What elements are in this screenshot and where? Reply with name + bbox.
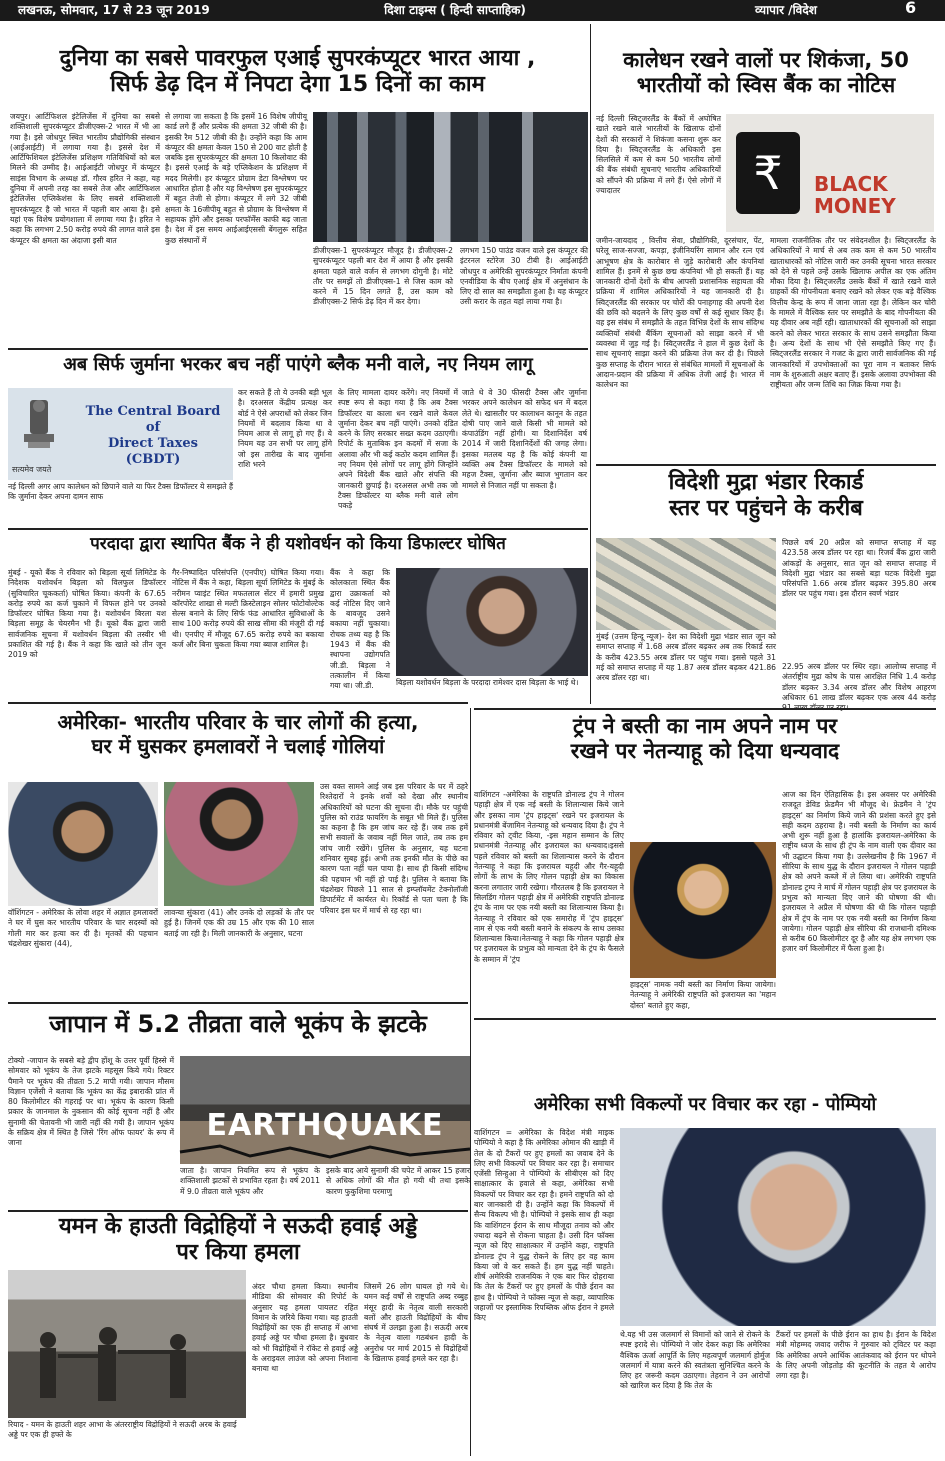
currency-photo	[596, 538, 776, 630]
page-number: 6	[905, 0, 917, 17]
headline-trump-heights: ट्रंप ने बस्ती का नाम अपने नाम पर रखने पर नेतन्याहू को दिया धन्यवाद	[570, 714, 840, 764]
trump-photo	[630, 842, 776, 978]
supercomputer-col-3: डीजीएक्स-1 सुपरकंप्यूटर मौजूद है। डीजीएक्स-2 सुपरकंप्यूटर पहली बार देश में आया है और इसकी क्षमता पहले वाले वर्जन से लगभग दोगुनी है। मोटे तौर पर समझें तो डीजीएक्स-1 से जिस काम को करने में 15 दिन लगते हैं, उस काम को डीजीएक्स-2 सिर्फ डेढ़ दिन में कर देगा।	[313, 246, 453, 307]
headline-iowa: अमेरिका- भारतीय परिवार के चार लोगों की हत्या, घर में घुसकर हमलावरों ने चलाई गोलियां	[57, 710, 419, 758]
divider	[8, 348, 588, 350]
yemen-col-1: अंदर चौथा हमला किया। स्थानीय मीडिया की सोमवार की रिपोर्ट के अनुसार यह हमला पायलट रहित विमान के जरिये किया गया। यह हाउती विद्रोहियों का एक ही सप्ताह में आभा हवाई अड्डे पर चौथा हमला है। बुधवार को भी विद्रोहियों ने रॉकेट से हवाई अड्डे के अराइवल लाउंज को अपना निशाना बनाया था	[252, 1282, 358, 1374]
rupee-icon: ₹	[736, 132, 800, 214]
yemen-photo	[8, 1270, 246, 1418]
headline-forex: विदेशी मुद्रा भंडार रिकार्ड स्तर पर पहुंचने के करीब	[668, 470, 864, 522]
yemen-col-2: जिसमें 26 लोग घायल हो गये थे। यमन कई वर्षों से राष्ट्रपति अब्द रब्बुह मंसूर हादी के नेतृत्व वाली सरकारी बलों और हाउती विद्रोहियों के बीच संघर्ष में उलझा हुआ है। सऊदी अरब के नेतृत्व वाला गठबंधन हादी के अनुरोध पर मार्च 2015 से विद्रोहियों के खिलाफ हवाई हमले कर रहा है।	[364, 1282, 468, 1364]
cbdt-logo-line-2: of	[145, 420, 161, 435]
emblem-motto: सत्यमेव जयते	[12, 465, 52, 474]
supercomputer-col-2: से लगाया जा सकता है कि इसमें 16 विशेष जीपीयू कार्ड लगे हैं और प्रत्येक की क्षमता 32 जीबी की है। इसकी रैम 512 जीबी की है। उन्होंने कहा कि आम कंप्यूटर की क्षमता केवल 150 से 200 वाट होती है जबकि इस सुपरकंप्यूटर की क्षमता 10 किलोवाट की है। इससे एआई के बड़े एप्लिकेशन के प्रशिक्षण में मदद मिलेगी। हर कंप्यूटर प्रोग्राम डेटा विश्लेषण पर आधारित होता है और यह विश्लेषण इस सुपरकंप्यूटर में बहुत तेजी से होगा। कंप्यूटर में लगे 32 जीबी क्षमता के 16जीपीयू बहुत से प्रोग्राम के विश्लेषण में सहायक होंगे और इसका परफॉर्मेंस काफी बढ़ जाता है। देश में इस समय आईआईएससी बेंगलुरू सहित कुछ संस्थानों में	[165, 112, 308, 245]
supercomputer-photo	[313, 112, 588, 242]
cbdt-logo	[8, 388, 233, 480]
dateline: लखनऊ, सोमवार, 17 से 23 जून 2019	[18, 3, 210, 17]
earthquake-col-2: जाता है। जापान नियमित रूप से भूकंप के शक्तिशाली झटकों से प्रभावित रहता है। वर्ष 2011 में 9.0 तीव्रता वाले भूकंप और	[180, 1166, 320, 1196]
headline-pompeo: अमेरिका सभी विकल्पों पर विचार कर रहा - पोम्पियो	[533, 1094, 877, 1115]
black-money-text-1: BLACK	[814, 172, 888, 196]
swiss-col-1a: नई दिल्ली स्विट्जरलैंड के बैंकों में अघोषित खाते रखने वाले भारतीयों के खिलाफ दोनों देशों की सरकारों ने शिकंजा कसना शुरू कर दिया है। स्विट्जरलैंड के अधिकारी इस सिलसिले में कम से कम 50 भारतीय लोगों की बैंक संबंधी सूचनाएं भारतीय अधिकारियों को सौंपने की प्रक्रिया में लगे हैं। ऐसे लोगों में ज्यादातर	[596, 114, 721, 196]
iowa-caption-2: लावन्या सुंकारा (41) और उनके दो लड़कों के तौर पर हुई है। जिनमें एक की उम्र 15 और एक की 10 साल बताई जा रही है। मिली जानकारी के अनुसार, घटना	[164, 908, 314, 938]
cbdt-col-3: जाते थे वे 30 फीसदी टैक्स और जुर्माना भरकर अपने कालेधन को सफेद धन में बदल लेते थे। खासतौर पर कालाधन कानून के तहत दोषी पाए जाने वाले किसी भी मामले को कंपाउंडिंग नहीं होगी। या दिशानिर्देश वर्ष 2014 में जारी दिशानिर्देशों की जगह लेगा। इसका मतलब यह है कि कोई कंपनी या व्यक्ति अब टैक्स डिफॉल्टर के मामले को महज टैक्स, जुर्माना और ब्याज भुगतान कर मामले से निजात नहीं पा सकता है।	[462, 388, 587, 490]
victim-photo-2	[164, 782, 314, 906]
cbdt-caption: नई दिल्ली अगर आप कालेधन को छिपाने वाले या फिर टैक्स डिफॉल्टर ये समझते हैं कि जुर्माना देकर अपना दामन साफ	[8, 482, 233, 502]
yemen-caption: रियाद - यमन के हाउती शहर आभा के अंतरराष्ट्रीय विद्रोहियों ने सऊदी अरब के हवाई अड्डे पर एक ही हफ्ते के	[8, 1420, 237, 1439]
cbdt-col-2: के लिए मामला दायर करेंगे। नए नियमों में स्पष्ट रूप से कहा गया है कि अब टैक्स डिफॉल्टर या काला धन रखने वाले केवल जुर्माना देकर बच नहीं पाएंगे। उनको दंडित करने के लिए सरकार सख्त कदम उठाएगी। रिपोर्ट के मुताबिक इन कदमों में सजा के अलावा और भी कई कठोर कदम शामिल हैं। नए नियम ऐसे लोगों पर लागू होंगे जिन्होंने अपने विदेशी बैंक खाते और संपत्ति की जानकारी छुपाई है। दरअसल अभी तक जो टैक्स डिफॉल्टर या ब्लैक मनी वाले लोग पकड़े	[338, 388, 458, 511]
divider	[596, 464, 936, 466]
headline-supercomputer: दुनिया का सबसे पावरफुल एआई सुपरकंप्यूटर भारत आया , सिर्फ डेढ़ दिन में निपटा देगा 15 दिनों का काम	[59, 46, 536, 98]
birla-col-3: बैंक ने कहा कि कोलकाता स्थित बैंक द्वारा उक्राकर्ता को कई नोटिस दिए जाने के बावजूद उसने बकाया नहीं चुकाया। रोचक तथ्य यह है कि 1943 में बैंक की स्थापना उद्योगपति जी.डी. बिड़ला ने तत्कालीन में किया गया था। जी.डी.	[330, 568, 390, 691]
divider	[474, 1018, 936, 1020]
forex-col-3: 22.95 अरब डॉलर पर स्थिर रहा। आलोच्य सप्ताह में अंतर्राष्ट्रीय मुद्रा कोष के पास आरक्षित निधि 1.4 करोड़ डॉलर बढ़कर 3.34 अरब डॉलर और विशेष आहरण अधिकार 61 लाख डॉलर बढ़कर एक अरब 44 करोड़	[782, 662, 936, 702]
swiss-col-1b: जमीन-जायदाद , वित्तीय सेवा, प्रौद्योगिकी, दूरसंचार, पेंट, घरेलू साज-सज्जा, कपड़ा, इंजीनियरिंग सामान और रत्न एवं आभूषण क्षेत्र के कारोबार से जुड़े कारोबारी और कंपनियां शामिल हैं। इनमें से कुछ छद्म कंपनियां भी हो सकती हैं। यह जानकारी दोनों देशों के बीच आपसी प्रशासनिक सहायता की प्रक्रिया में शामिल अधिकारियों ने यह जानकारी दी है। स्विट्जरलैंड की सरकार पर चोरों की पनाहगाह की अपनी देश की छवि को बदलने के लिए कुछ वर्षों से कई सुधार किए हैं। वह इस संबंध में समझौते के तहत विभिन्न देशों के साथ संदिग्ध व्यक्तियों संबंधी बैंकिंग सूचनाओं को साझा करने में भी व्यवस्था में जुड़ गई है। स्विट्जरलैंड ने हाल में कुछ देशों के साथ सूचनाएं साझा करने की प्रक्रिया तेज कर दी है। पिछले कुछ सप्ताह के दौरान भारत से संबंधित मामलों में सूचनाओं के आदान-प्रदान की प्रक्रिया में अधिक तेजी आई है। भारत में कालेधन का	[596, 236, 764, 390]
pompeo-col-3: टैंकरों पर हमलों के पीछे ईरान का हाथ है। ईरान के विदेश मंत्री मोहम्मद जवाद जरीफ ने गुरुवार को ट्विटर पर कहा कि अमेरिका अपने आर्थिक आतंकवाद को ईरान पर थोपने के लिए अपनी जोड़तोड़ की कूटनीति के तहत ये आरोप लगा रहा है।	[776, 1330, 936, 1381]
column-divider	[470, 708, 471, 1456]
column-divider	[590, 24, 591, 704]
headline-earthquake: जापान में 5.2 तीव्रता वाले भूकंप के झटके	[49, 1010, 427, 1038]
birla-col-1: मुंबई - यूको बैंक ने रविवार को बिड़ला सूर्या लिमिटेड के निदेशक यशोवर्धन बिड़ला को विलफुल डिफॉल्टर (सुविचारित चूककर्ता) घोषित किया। कंपनी के 67.65 करोड़ रुपये का कर्ज चुकाने में विफल होने पर उनको डिफॉल्टर घोषित किया गया है। यशोवर्धन बिरला यश बिड़ला समूह के चेयरमैन भी हैं। यूको बैंक द्वारा जारी सार्वजनिक सूचना में यशोवर्धन बिड़ला की तस्वीर भी प्रकाशित की गई है। बैंक ने कहा कि खाते को तीन जून 2019 को	[8, 568, 166, 660]
black-money-text-2: MONEY	[814, 194, 896, 218]
cbdt-logo-line-4: (CBDT)	[125, 452, 181, 467]
divider	[8, 1002, 468, 1004]
birla-col-2: गैर-निष्पादित परिसंपत्ति (एनपीए) घोषित किया गया। नोटिस में बैंक ने कहा, बिड़ला सूर्या लिमिटेड के मुंबई के नरीमन प्वाइंट स्थित मफतलाल सेंटर में हमारी प्रमुख कॉरपोरेट शाखा से मल्टी क्रिस्टेलाइन सोलर फोटोवोल्टेक सेल्स बनाने के लिए सिर्फ फंड आधारित सुविधाओं के साथ 100 करोड़ रुपये की साख सीमा की मंजूरी दी गई थी। एनपीए में मौजूद 67.65 करोड़ रुपये का बकाया कर्ज और बिना चुकता किया गया ब्याज शामिल है।	[172, 568, 324, 650]
headline-yemen: यमन के हाउती विद्रोहियों ने सऊदी हवाई अड्डे पर किया हमला	[58, 1214, 418, 1266]
cbdt-logo-line-1: The Central Board	[85, 404, 221, 419]
earthquake-image	[180, 1056, 470, 1164]
divider	[8, 702, 468, 704]
trump-col-1: वाशिंगटन -अमेरिका के राष्ट्रपति डोनाल्ड ट्रंप ने गोलन पहाड़ी क्षेत्र में एक नई बस्ती के शिलान्यास किये जाने और इसका नाम 'ट्रंप हाइट्स' रखने पर इजरायल के प्रधानमंत्री बेंजामिन नेतन्याहू को धन्यवाद दिया है। ट्रंप ने रविवार को ट्वीट किया, -इस महान सम्मान के लिए प्रधानमंत्री नेतन्याहू और इजरायल का धन्यवाद।इससे पहले रविवार को बस्ती का शिलान्यास करने के दौरान नेतन्याहू ने कहा कि इजरायल यहूदी और गैर-यहूदी लोगों के लाभ के लिए गोलन पहाड़ी क्षेत्र का विकास करना लगातार जारी रखेगा। गौरतलब है कि इजरायल ने सिलडिंग गोलन पहाड़ी क्षेत्र में अमेरिकी राष्ट्रपति डोनाल्ड ट्रंप के नाम पर एक नयी बस्ती का शिलान्यास किया है। नेतन्याहू ने रविवार को एक समारोह में 'ट्रंप हाइट्स' नाम से एक नयी बस्ती बनाने के संकल्प के साथ उसका शिलान्यास किया।नेतन्याहू ने कहा कि गोलन पहाड़ी क्षेत्र पर इजरायल के प्रभुत्व को मान्यता देने के ट्रंप के फैसले के सम्मान में 'ट्रंप	[474, 790, 624, 964]
swiss-col-2: मामला राजनीतिक तौर पर संवेदनशील है। स्विट्जरलैंड के अधिकारियों ने मार्च से अब तक कम से कम 50 भारतीय खाताधारकों को नोटिस जारी कर उनकी सूचना भारत सरकार को देने से पहले उन्हें उसके खिलाफ अपील का एक अंतिम मौका दिया है। स्विट्जरलैंड उसके बैंकों में खाते रखने वाले ग्राहकों की गोपनीयता बनाए रखने को लेकर एक बड़े वैश्विक वित्तीय केन्द्र के रूप में जाना जाता रहा है। लेकिन कर चोरी के मामले में वैश्विक स्तर पर समझौते के बाद गोपनीयता की यह दीवार अब नहीं रही। खाताधारकों की सूचनाओं को साझा करने को लेकर भारत सरकार के साथ उसने समझौता किया है। अन्य देशों के साथ भी ऐसे समझौते किए गए हैं। स्विट्जरलैंड सरकार ने गजट के द्वारा जारी सार्वजनिक की गई जानकारियों में उपभोक्ताओं का पूरा नाम न बताकर सिर्फ नाम के शुरुआती अक्षर बताए हैं। इसके अलावा उपभोक्ता की राष्ट्रीयता और जन्म तिथि का जिक्र किया गया है।	[770, 236, 936, 390]
birla-photo	[396, 568, 588, 676]
headline-cbdt: अब सिर्फ जुर्माना भरकर बच नहीं पाएंगे ब्लैक मनी वाले, नए नियम लागू	[63, 354, 533, 375]
forex-col-1: पिछले वर्ष 20 अप्रैल को समाप्त सप्ताह में यह 423.58 अरब डॉलर पर रहा था। रिजर्व बैंक द्वारा जारी आंकड़ों के अनुसार, सात जून को समाप्त सप्ताह में विदेशी मुद्रा भंडार का सबसे बड़ा घटक विदेशी मुद्रा परिसंपत्ति 1.66 अरब डॉलर बढ़कर 395.80 अरब डॉलर पर पहुंच गया। इस दौरान स्वर्ण भंडार	[782, 538, 936, 599]
supercomputer-col-4: लगभग 150 पाउंड वजन वाले इस कंप्यूटर की इंटरनल स्टोरेज 30 टीबी है। आईआईटी जोधपुर व अमेरिकी सुपरकंप्यूटर निर्माता कंपनी एनवीडिया के बीच एआई क्षेत्र में अनुसंधान के लिए दो साल का समझौता हुआ है। यह कंप्यूटर उसी करार के तहत यहां लाया गया है।	[460, 246, 588, 307]
black-money-image	[726, 114, 934, 232]
earthquake-col-3: इसके बाद आये सुनामी की चपेट में आकर 15 हजार से अधिक लोगों की मौत हो गयी थी तथा इसके कारण फुकुशिमा परमाणु	[326, 1166, 470, 1196]
iowa-caption-1: वॉशिंगटन - अमेरिका के लोवा शहर में अज्ञात हमलावरों ने घर में घुस कर भारतीय परिवार के चार सदस्यों को गोली मार कर हत्या कर दी है। मृतकों की पहचान चंद्रशेखर सुंकारा (44),	[8, 908, 158, 948]
fighters-silhouette-icon	[18, 1310, 238, 1410]
pompeo-photo	[620, 1128, 936, 1326]
pompeo-col-1: वाशिंगटन = अमेरिका के विदेश मंत्री माइक पोम्पियो ने कहा है कि अमेरिका ओमान की खाड़ी में तेल के दो टैंकरों पर हुए हमलों का जवाब देने के लिए सभी विकल्पों पर विचार कर रहा है। समाचार एजेंसी सिन्हुआ ने पोम्पियो के सीबीएस को दिए साक्षात्कार के हवाले से कहा, अमेरिका सभी विकल्पों पर विचार कर रहा है। हमने राष्ट्रपति को दो बार जानकारी दी है। उन्होंने कहा कि विकल्पों में सैन्य विकल्प भी है। पोम्पियो ने इसके साथ ही कहा कि वाशिंगटन ईरान के साथ मौजूदा तनाव को और ज्यादा बढ़ने से रोकना चाहता है। उसी दिन फॉक्स न्यूज को दिए साक्षात्कार में उन्होंने कहा, राष्ट्रपति डोनाल्ड ट्रंप ने युद्ध रोकने के लिए हर वह काम किया जो वे कर सकते हैं। हम युद्ध नहीं चाहते। शीर्ष अमेरिकी राजनयिक ने एक बार फिर दोहराया कि तेल के टैंकरों पर हुए हमलों के पीछे ईरान का हाथ है। पोम्पियो ने फॉक्स न्यूज से कहा, व्यापारिक जहाजों पर इस्लामिक रिपब्लिक ऑफ ईरान ने हमले किए	[474, 1128, 614, 1323]
crack-icon	[180, 1142, 470, 1162]
victim-photo-1	[8, 782, 158, 906]
section-name: व्यापार /विदेश	[755, 3, 817, 17]
paper-name: दिशा टाइम्स ( हिन्दी साप्ताहिक)	[384, 3, 526, 17]
cbdt-logo-line-3: Direct Taxes	[108, 436, 198, 451]
earthquake-col-1: टोक्यो -जापान के सबसे बड़े द्वीप होंशू के उत्तर पूर्वी हिस्से में सोमवार को भूकंप के तेज झटके महसूस किये गये। रिक्टर पैमाने पर भूकंप की तीव्रता 5.2 मापी गयी। जापान मौसम विज्ञान एजेंसी ने बताया कि भूकंप का केंद्र इबाराकी प्रांत में 80 किलोमीटर की गहराई पर था। भूकंप के कारण किसी प्रकार के जानमाल के नुकसान की कोई सूचना नहीं है और सुनामी की चेतावनी भी जारी नहीं की गयी है। जापान भूकंप के सक्रिय क्षेत्र में स्थित है जिसे 'रिंग ऑफ फायर' के रूप में जाना	[8, 1056, 174, 1148]
divider	[8, 528, 588, 530]
headline-birla: परदादा द्वारा स्थापित बैंक ने ही यशोवर्धन को किया डिफाल्टर घोषित	[90, 534, 506, 554]
emblem-icon	[20, 396, 58, 460]
forex-col-2: मुंबई (उत्तम हिन्दू न्यूज)- देश का विदेशी मुद्रा भंडार सात जून को समाप्त सप्ताह में 1.68 अरब डॉलर बढ़कर अब तक रिकार्ड स्तर के करीब 423.55 अरब डॉलर पर पहुंच गया। इससे पहले 31 मई को समाप्त सप्ताह में यह 1.87 अरब डॉलर बढ़कर 421.86 अरब डॉलर रहा था।	[596, 632, 776, 683]
headline-swiss-bank: कालेधन रखने वालों पर शिकंजा, 50 भारतीयों को स्विस बैंक का नोटिस	[623, 48, 909, 98]
iowa-col-3: उस वक्त सामने आई जब इस परिवार के घर में ठहरे रिश्तेदारों ने इनके शवों को देखा और स्थानीय अधिकारियों को घटना की सूचना दी। मौके पर पहुंची पुलिस को राउंड फायरिंग के सबूत भी मिले हैं। पुलिस का कहना है कि हम जांच कर रहे हैं। जब तक हमें सभी सवालों के जवाब नहीं मिल जाते, तब तक हम जांच जारी रखेंगे। पुलिस के अनुसार, यह घटना शनिवार सुबह हुई। अभी तक इनकी मौत के पीछे का कारण पता नहीं चल पाया है। साथ ही किसी संदिग्ध की पहचान भी नहीं हो पाई है। पुलिस ने बताया कि चंद्रशेखर पिछले 11 साल से इम्प्लॉयमेंट टेक्नोलॉजी डिपार्टमेंट में कार्यरत थे। रिकॉर्ड से पता चला है कि परिवार इस घर में मार्च से रह रहा था।	[320, 782, 468, 915]
pompeo-col-2: थे.यह भी उस जलमार्ग से विमानों को जाने से रोकने के स्पष्ट इरादे से। पोम्पियो ने जोर देकर कहा कि अमेरिका वैश्विक ऊर्जा आपूर्ति के लिए महत्वपूर्ण जलमार्ग होर्मुज जलमार्ग में यात्रा करने की स्वतंत्रता सुनिश्चित करने के लिए हर जरूरी कदम उठाएगा। तेहरान ने उन आरोपों को खारिज कर दिया है कि तेल के	[620, 1330, 770, 1391]
trump-caption: हाइट्स' नामक नयी बस्ती का निर्माण किया जायेगा। नेतन्याहू ने अमेरिकी राष्ट्रपति को इजरायल का 'महान दोस्त' बताते हुए कहा,	[630, 980, 776, 1010]
divider	[474, 708, 936, 710]
trump-col-2: आज का दिन ऐतिहासिक है। इस अवसर पर अमेरिकी राजदूत डेविड फ्रेडमैन भी मौजूद थे। फ्रेडमैन ने 'ट्रंप हाइट्स' का निर्माण किये जाने की प्रशंसा करते हुए इसे सही कदम ठहराया है। नयी बस्ती के निर्माण का कार्य अभी शुरू नहीं हुआ है हालांकि इजरायल-अमेरिका के राष्ट्रीय ध्वज के साथ ही ट्रंप के नाम वाली एक दीवार का भी उद्घाटन किया गया है। उल्लेखनीय है कि 1967 में सीरिया के साथ युद्ध के दौरान इजरायल ने गोलन पहाड़ी क्षेत्र को अपने कब्जे में ले लिया था। अमेरिकी राष्ट्रपति डोनाल्ड ट्रम्प ने मार्च में गोलन पहाड़ी क्षेत्र पर इजरायल के प्रभुत्व को मान्यता दिए जाने की घोषणा की थी। इजरायल ने अप्रैल में घोषणा की थी कि गोलन पहाड़ी क्षेत्र में ट्रंप के नाम पर एक नयी बस्ती का निर्माण किया जायेगा। गोलन पहाड़ी क्षेत्र सीरिया की राजधानी दमिश्क से करीब 60 किलोमीटर दूर है और यह क्षेत्र लगभग एक हजार वर्ग किलोमीटर में फैला हुआ है।	[782, 790, 936, 954]
supercomputer-col-1: जयपुर। आर्टिफिशल इंटेलिजेंस में दुनिया का सबसे शक्तिशाली सुपरकंप्यूटर डीजीएक्स-2 भारत में भी आ गया है। इसे जोधपुर स्थित भारतीय प्रौद्योगिकी संस्थान (आईआईटी) में लगाया गया है। इससे देश में आर्टिफिशियल इंटेलिजेंस प्रशिक्षण गतिविधियों को बल मिलने की उम्मीद है। आईआईटी जोधपुर में कंप्यूटर साइंस विभाग के अध्यक्ष डॉ. गौरव हरित ने कहा, यह दुनिया में अपनी तरह का सबसे तेज और आर्टिफिशल इंटेलिजेंस एप्लिकेशंस के लिए सबसे शक्तिशाली सुपरकंप्यूटर है जो भारत में पहली बार आया है। इसे यहां एक विशेष प्रयोगशाला में लगाया गया है। हरित ने कहा कि लगभग 2.50 करोड़ रुपये की लागत वाले इस कंप्यूटर की क्षमता का अंदाजा इसी बात	[10, 112, 160, 245]
birla-caption: बिड़ला यशोवर्धन बिड़ला के परदादा रामेश्वर दास बिड़ला के भाई थे।	[396, 678, 579, 687]
cbdt-col-1: कर सकते हैं तो ये उनकी बड़ी भूल है। दरअसल केंद्रीय प्रत्यक्ष कर बोर्ड ने ऐसे अपराधों को लेकर जिन नियमों में बदलाव किया था वे नियम आज से लागू हो गए हैं। ये नियम यह उन सभी पर लागू होंगे जो इस तारीख के बाद जुर्माना राशि भरने	[238, 388, 332, 470]
page-header	[0, 0, 945, 21]
divider	[8, 1210, 468, 1212]
earthquake-image-text: EARTHQUAKE	[206, 1108, 444, 1143]
